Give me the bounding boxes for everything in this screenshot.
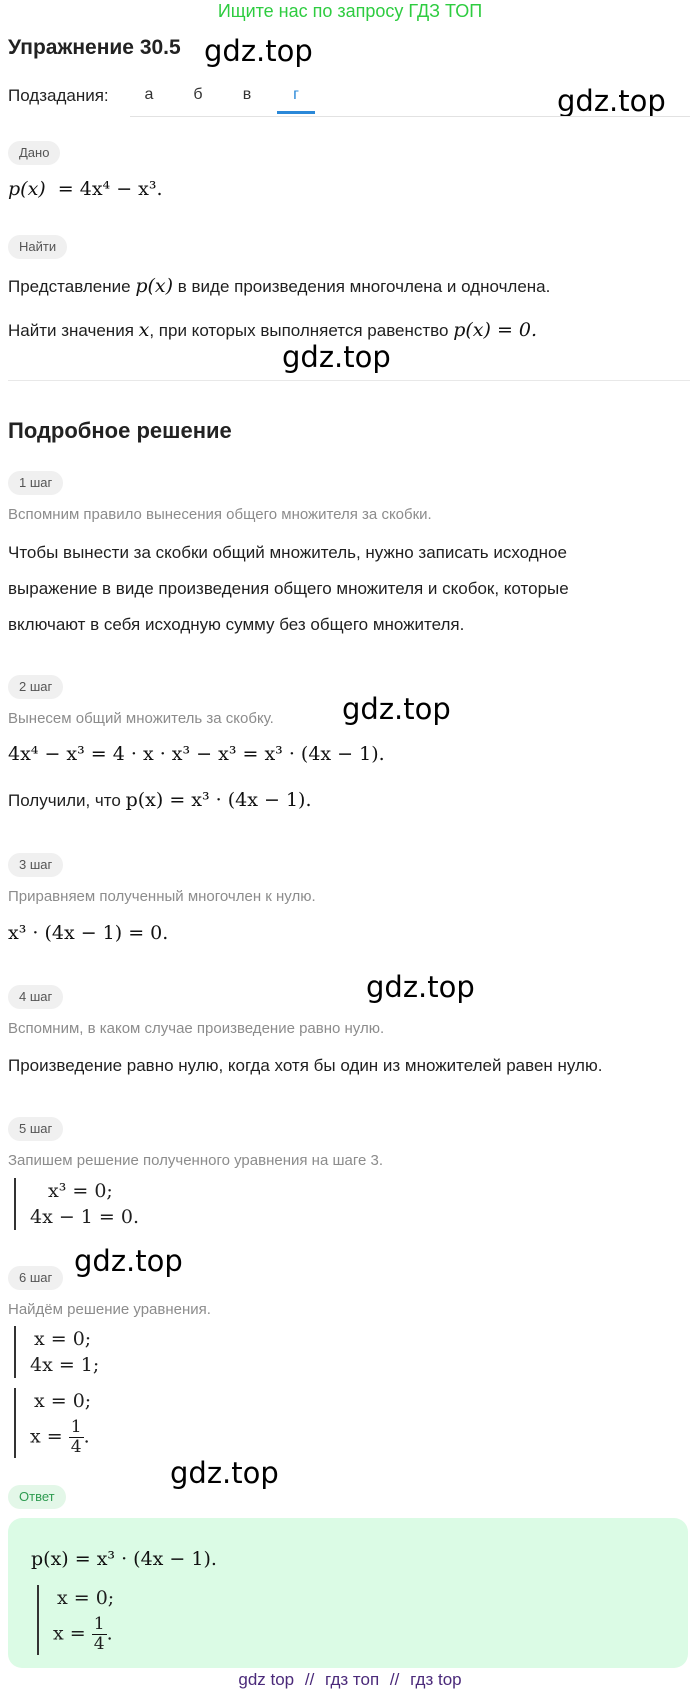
find-line-2-var: x [138,319,150,341]
step-badge: 4 шаг [8,985,63,1009]
tab-v[interactable]: в [242,86,252,103]
step-badge: 5 шаг [8,1117,63,1141]
equation-system [14,1326,99,1378]
step-hint: Запишем решение полученного уравнения на шаге 3. [8,1152,383,1169]
step-text: Чтобы вынести за скобки общий множитель, нужно записать исходное [8,543,567,562]
step-badge: 3 шаг [8,853,63,877]
fraction-numerator: 1 [93,1614,105,1634]
find-line-1-pre: Представление [8,277,131,296]
find-line-1-math: p(x) [135,275,174,297]
step-text: выражение в виде произведения общего множителя и скобок, которые [8,579,569,598]
given-formula-lhs: p(x) [8,178,46,200]
equation-system [14,1388,91,1458]
fraction-denominator: 4 [93,1634,105,1654]
system-row: x = 0; [34,1328,92,1350]
tab-b[interactable]: б [193,86,203,103]
system-row [30,1418,91,1457]
fraction [92,1615,107,1654]
find-line-1-post: в виде произведения многочлена и одночлена. [177,277,551,296]
watermark: gdz.top [342,692,451,726]
watermark: gdz.top [204,34,313,68]
watermark: gdz.top [74,1244,183,1278]
step-result-pre: Получили, что [8,791,121,810]
divider [8,380,690,381]
system-row-post: . [106,1622,113,1645]
subtasks-label: Подзадания: [8,86,109,105]
footer-link[interactable]: гдз топ [325,1670,380,1689]
top-banner[interactable]: Ищите нас по запросу ГДЗ ТОП [217,1,483,21]
watermark: gdz.top [366,970,475,1004]
page-title: Упражнение 30.5 [8,36,181,59]
step-text: Произведение равно нулю, когда хотя бы один из множителей равен нулю. [8,1056,603,1075]
tab-g[interactable]: г [277,86,315,114]
step-badge: 2 шаг [8,675,63,699]
tab-a[interactable]: а [144,86,154,103]
step-formula: 4x⁴ − x³ = 4 · x · x³ − x³ = x³ · (4x − 1). [8,743,385,765]
fraction-denominator: 4 [70,1437,82,1457]
subtask-tabs [130,80,690,117]
watermark: gdz.top [557,84,666,118]
step-result [8,788,312,813]
system-row: 4x − 1 = 0. [30,1206,140,1228]
step-badge: 1 шаг [8,471,63,495]
find-line-2-pre: Найти значения [8,321,134,340]
equation-system [14,1178,139,1230]
system-row: 4x = 1; [30,1354,100,1376]
system-row: x³ = 0; [48,1180,113,1202]
step-badge: 6 шаг [8,1266,63,1290]
answer-badge: Ответ [8,1485,66,1509]
footer-separator: // [304,1670,315,1689]
given-formula [8,178,163,200]
system-row: x = 0; [57,1587,115,1609]
step-text: включают в себя исходную сумму без общего множителя. [8,615,465,634]
footer-link[interactable]: gdz top [238,1670,295,1689]
step-hint: Приравняем полученный многочлен к нулю. [8,888,316,905]
find-line-2-math: p(x) = 0. [453,319,538,341]
step-result-math: p(x) = x³ · (4x − 1). [125,789,312,811]
step-hint: Вспомним, в каком случае произведение равно нулю. [8,1020,385,1037]
system-row-pre: x = [30,1425,63,1448]
fraction-numerator: 1 [70,1417,82,1437]
answer-system [37,1585,114,1655]
find-badge: Найти [8,235,67,259]
given-badge: Дано [8,141,60,165]
system-row-post: . [83,1425,90,1448]
given-formula-rhs: = 4x⁴ − x³. [57,178,163,200]
watermark: gdz.top [282,340,391,374]
system-row [53,1615,114,1654]
answer-formula: p(x) = x³ · (4x − 1). [31,1548,217,1570]
system-row-pre: x = [53,1622,86,1645]
watermark: gdz.top [170,1456,279,1490]
footer-link[interactable]: гдз top [410,1670,462,1689]
footer-links [0,1670,700,1690]
find-line-2 [8,318,537,343]
solution-heading: Подробное решение [8,418,232,443]
find-line-1 [8,274,550,299]
system-row: x = 0; [34,1390,92,1412]
step-hint: Найдём решение уравнения. [8,1301,211,1318]
footer-separator: // [389,1670,400,1689]
step-hint: Вспомним правило вынесения общего множителя за скобки. [8,506,432,523]
find-line-2-mid: , при которых выполняется равенство [149,321,449,340]
step-formula: x³ · (4x − 1) = 0. [8,922,169,944]
step-hint: Вынесем общий множитель за скобку. [8,710,274,727]
fraction [69,1418,84,1457]
